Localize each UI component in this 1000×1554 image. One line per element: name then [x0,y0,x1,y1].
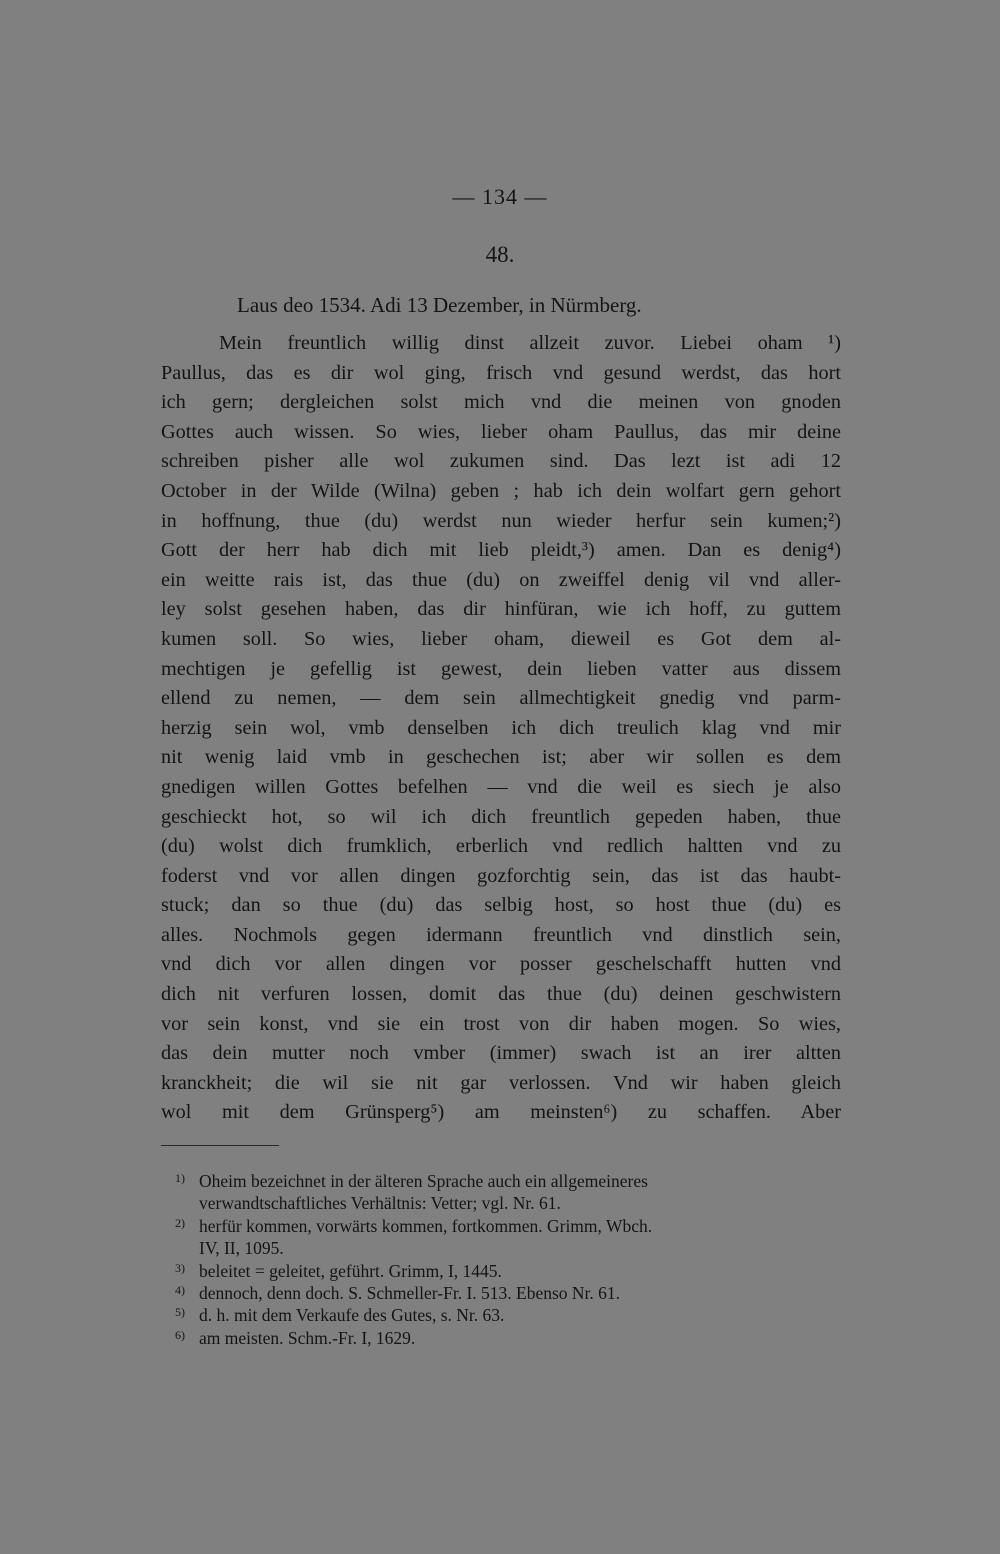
body-line: nit wenig laid vmb in geschechen ist; aber wir sollen es dem [161,746,841,769]
body-line: (du) wolst dich frumklich, erberlich vnd redlich haltten vnd zu [161,835,841,858]
footnote-mark: 1) [175,1171,185,1185]
body-line: das dein mutter noch vmber (immer) swach ist an irer altten [161,1042,841,1065]
body-line: herzig sein wol, vmb denselben ich dich treulich klag vnd mir [161,716,841,739]
body-line: foderst vnd vor allen dingen gozforchtig sein, das ist das haubt- [161,864,841,887]
footnote-mark: 2) [175,1215,185,1230]
body-line: gnedigen willen Gottes befelhen — vnd die weil es siech je also [161,775,841,798]
body-line: dich nit verfuren lossen, domit das thue (du) deinen geschwistern [161,983,841,1006]
body-line: schreiben pisher alle wol zukumen sind. Das lezt ist adi 12 [161,450,841,473]
body-line: kranckheit; die wil sie nit gar verlossen. Vnd wir haben gleich [161,1071,841,1094]
body-line: ley solst gesehen haben, das dir hinfüran, wie ich hoff, zu guttem [161,598,841,621]
body-line: Gott der herr hab dich mit lieb pleidt,³) amen. Dan es denig⁴) [161,539,841,562]
footnote-text: Oheim bezeichnet in der älteren Sprache auch ein allgemeineres [199,1171,648,1191]
footnote-mark: 5) [175,1305,185,1320]
body-line: geschieckt hot, so wil ich dich freuntlich gepeden haben, thue [161,805,841,828]
footnote-text: dennoch, denn doch. S. Schmeller-Fr. I. 513. Ebenso Nr. 61. [199,1283,621,1304]
footnote-mark: 4) [175,1283,185,1298]
body-line: vnd dich vor allen dingen vor posser geschelschafft hutten vnd [161,953,841,976]
footnote [175,1282,840,1304]
footnote [175,1260,840,1282]
footnote-text: IV, II, 1095. [199,1238,284,1259]
body-line: alles. Nochmols gegen idermann freuntlich vnd dinstlich sein, [161,923,841,946]
letter-body [161,329,841,1128]
footnote-text: verwandtschaftliches Verhältnis: Vetter; vgl. Nr. 61. [199,1193,561,1214]
letter-dateline: Laus deo 1534. Adi 13 Dezember, in Nürmberg. [237,293,642,317]
body-line: Mein freuntlich willig dinst allzeit zuvor. Liebei oham ¹) [219,332,841,354]
body-line: ein weitte rais ist, das thue (du) on zweiffel denig vil vnd aller- [161,568,841,591]
footnote-mark: 6) [175,1327,185,1342]
body-line: vor sein konst, vnd sie ein trost von dir haben mogen. So wies, [161,1012,841,1035]
body-line: Gottes auch wissen. So wies, lieber oham Paullus, das mir deine [161,420,841,443]
footnote [175,1215,840,1237]
footnote-text: herfür kommen, vorwärts kommen, fortkommen. Grimm, Wbch. [199,1215,653,1236]
footnote-mark: 3) [175,1260,185,1275]
body-line: kumen soll. So wies, lieber oham, dieweil es Got dem al- [161,627,841,650]
body-line: October in der Wilde (Wilna) geben ; hab ich dein wolfart gern gehort [161,479,841,502]
body-line: Paullus, das es dir wol ging, frisch vnd gesund werdst, das hort [161,361,841,384]
page-number: — 134 — [452,184,548,209]
body-line: in hoffnung, thue (du) werdst nun wieder herfur sein kumen;²) [161,509,841,532]
body-line: ellend zu nemen, — dem sein allmechtigkeit gnedig vnd parm- [161,687,841,710]
body-line: ich gern; dergleichen solst mich vnd die meinen von gnoden [161,391,841,414]
document-number: 48. [485,242,515,267]
body-line: mechtigen je gefellig ist gewest, dein lieben vatter aus dissem [161,657,841,680]
footnote [175,1304,840,1326]
footnote [175,1170,840,1192]
footnote-text: beleitet = geleitet, geführt. Grimm, I, 1445. [199,1260,502,1281]
footnote-divider [161,1145,279,1146]
footnote-text: d. h. mit dem Verkaufe des Gutes, s. Nr. 63. [199,1305,505,1326]
body-line: wol mit dem Grünsperg⁵) am meinsten⁶) zu schaffen. Aber [161,1101,841,1124]
footnote [175,1327,840,1349]
footnotes [175,1170,840,1349]
footnote-text: am meisten. Schm.-Fr. I, 1629. [199,1327,416,1348]
body-line: stuck; dan so thue (du) das selbig host, so host thue (du) es [161,894,841,917]
